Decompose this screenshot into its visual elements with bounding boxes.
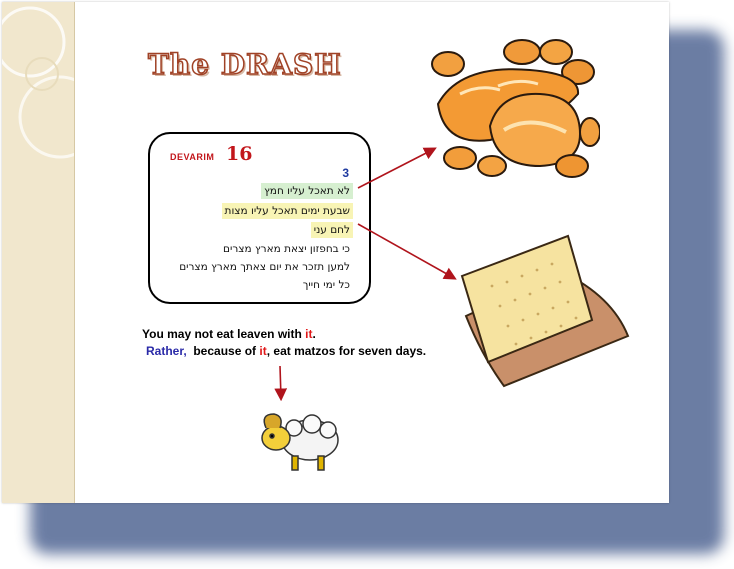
verse-number: 3 <box>342 166 349 180</box>
slide-title: The DRASH <box>148 48 342 81</box>
hebrew-line-3: לחם עני <box>311 222 353 238</box>
hebrew-line-6: כל ימי חייך <box>302 279 350 291</box>
english-line-2-it: it <box>259 344 267 358</box>
hebrew-line-5: למען תזכר את יום צאתך מארץ מצרים <box>179 261 350 273</box>
english-line-1-end: . <box>312 327 316 341</box>
lamb-icon <box>254 400 344 480</box>
matzah-icon <box>452 226 634 394</box>
english-line-1-it: it <box>305 327 313 341</box>
arrow-to-lamb <box>280 366 281 398</box>
arrow-to-bread <box>358 149 434 188</box>
hebrew-line-2: שבעת ימים תאכל עליו מצות <box>222 203 353 219</box>
book-name: DEVARIM <box>170 152 215 162</box>
chapter-number: 16 <box>226 143 253 165</box>
bread-loaves-icon <box>430 34 600 184</box>
hebrew-line-4: כי בחפזון יצאת מארץ מצרים <box>223 243 350 255</box>
hebrew-line-1: לא תאכל עליו חמץ <box>261 183 353 199</box>
english-rather: Rather, <box>146 344 187 358</box>
english-line-2-mid: because of <box>186 344 260 358</box>
english-line-1-text: You may not eat leaven with <box>142 327 306 341</box>
arrow-to-matzah <box>358 224 454 278</box>
slide <box>2 2 669 503</box>
english-line-2-end: , eat matzos for seven days. <box>266 344 427 358</box>
